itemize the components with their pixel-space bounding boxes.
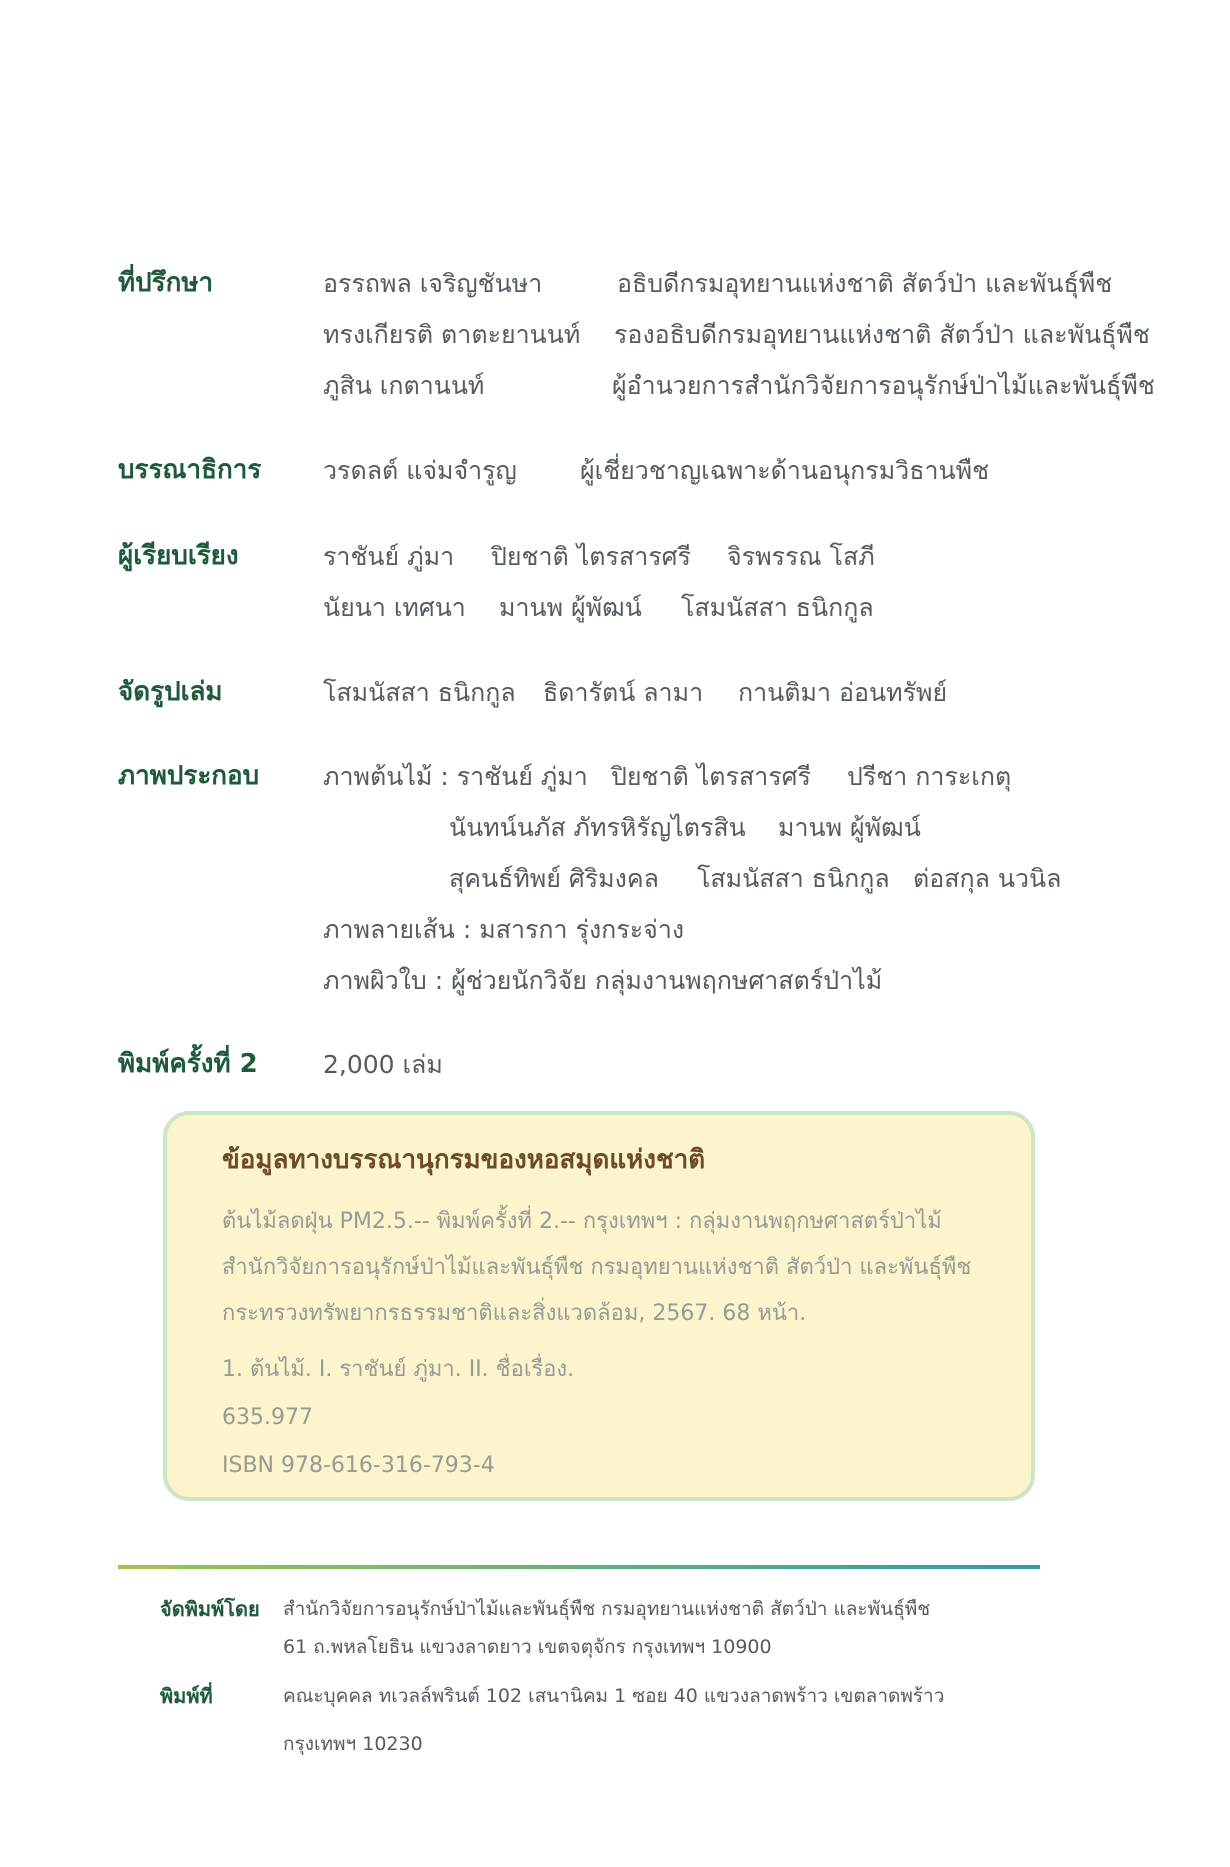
tree-illustrator: ภาพต้นไม้ : ราชันย์ ภู่มา (323, 762, 588, 791)
cip-line: สำนักวิจัยการอนุรักษ์ป่าไม้และพันธุ์พืช กรมอุทยานแห่งชาติ สัตว์ป่า และพันธุ์พืช (222, 1255, 972, 1280)
advisor-name: อรรถพล เจริญชันษา (323, 269, 543, 298)
editor-position: ผู้เชี่ยวชาญเฉพาะด้านอนุกรมวิธานพืช (580, 456, 990, 485)
layout-name: กานติมา อ่อนทรัพย์ (738, 678, 948, 707)
publisher-line: สำนักวิจัยการอนุรักษ์ป่าไม้และพันธุ์พืช กรมอุทยานแห่งชาติ สัตว์ป่า และพันธุ์พืช (283, 1598, 931, 1620)
editor-name: วรดลต์ แจ่มจำรูญ (323, 456, 517, 485)
layout-name: โสมนัสสา ธนิกกูล (323, 678, 516, 707)
printer-city: กรุงเทพฯ 10230 (283, 1733, 423, 1755)
tree-illustrator: มานพ ผู้พัฒน์ (778, 813, 921, 842)
leaf-surface-credit: ภาพผิวใบ : ผู้ช่วยนักวิจัย กลุ่มงานพฤกษศาสตร์ป่าไม้ (323, 966, 883, 995)
tree-illustrator: โสมนัสสา ธนิกกูล (697, 864, 890, 893)
line-drawing-credit: ภาพลายเส้น : มสารกา รุ่งกระจ่าง (323, 915, 685, 944)
cip-subjects: 1. ต้นไม้. I. ราชันย์ ภู่มา. II. ชื่อเรื่อง. (222, 1357, 575, 1382)
layout-label: จัดรูปเล่ม (118, 677, 223, 707)
print-run-label: พิมพ์ครั้งที่ 2 (118, 1049, 258, 1079)
publisher-address: 61 ถ.พหลโยธิน แขวงลาดยาว เขตจตุจักร กรุงเทพฯ 10900 (283, 1636, 772, 1658)
tree-illustrator: ปิยชาติ ไตรสารศรี (611, 762, 811, 791)
cip-box (163, 1111, 1035, 1501)
tree-illustrator: สุคนธ์ทิพย์ ศิริมงคล (449, 864, 659, 893)
cip-isbn: ISBN 978-616-316-793-4 (222, 1453, 495, 1478)
advisor-name: ทรงเกียรติ ตาตะยานนท์ (323, 320, 581, 349)
advisors-label: ที่ปรึกษา (118, 268, 214, 298)
tree-illustrator: นันทน์นภัส ภัทรหิรัญไตรสิน (449, 813, 746, 842)
layout-name: ธิดารัตน์ ลามา (543, 678, 704, 707)
cip-title: ข้อมูลทางบรรณานุกรมของหอสมุดแห่งชาติ (222, 1145, 706, 1175)
advisor-position: รองอธิบดีกรมอุทยานแห่งชาติ สัตว์ป่า และพันธุ์พืช (614, 320, 1150, 349)
compiler-name: ปิยชาติ ไตรสารศรี (491, 542, 691, 571)
compiler-name: โสมนัสสา ธนิกกูล (681, 593, 874, 622)
illustrations-label: ภาพประกอบ (118, 761, 260, 791)
tree-illustrator: ปรีชา การะเกตุ (847, 762, 1012, 791)
advisor-name: ภูสิน เกตานนท์ (323, 371, 485, 400)
printer-line: คณะบุคคล ทเวลล์พรินต์ 102 เสนานิคม 1 ซอย 40 แขวงลาดพร้าว เขตลาดพร้าว (283, 1685, 945, 1707)
cip-classification: 635.977 (222, 1405, 313, 1430)
divider-rule (118, 1565, 1040, 1569)
advisor-position: อธิบดีกรมอุทยานแห่งชาติ สัตว์ป่า และพันธุ์พืช (617, 269, 1113, 298)
compiler-name: นัยนา เทศนา (323, 593, 466, 622)
cip-line: ต้นไม้ลดฝุ่น PM2.5.-- พิมพ์ครั้งที่ 2.-- กรุงเทพฯ : กลุ่มงานพฤกษศาสตร์ป่าไม้ (222, 1209, 942, 1234)
compiler-name: จิรพรรณ โสภี (727, 542, 875, 571)
tree-illustrator: ต่อสกุล นวนิล (913, 864, 1062, 893)
advisor-position: ผู้อำนวยการสำนักวิจัยการอนุรักษ์ป่าไม้และพันธุ์พืช (612, 371, 1155, 400)
compiler-name: มานพ ผู้พัฒน์ (499, 593, 642, 622)
cip-line: กระทรวงทรัพยากรธรรมชาติและสิ่งแวดล้อม, 2567. 68 หน้า. (222, 1301, 807, 1326)
print-run-value: 2,000 เล่ม (323, 1050, 443, 1079)
compiler-name: ราชันย์ ภู่มา (323, 542, 455, 571)
compilers-label: ผู้เรียบเรียง (118, 541, 239, 571)
printer-label: พิมพ์ที่ (160, 1684, 213, 1708)
publisher-label: จัดพิมพ์โดย (160, 1597, 260, 1621)
editor-label: บรรณาธิการ (118, 455, 262, 485)
